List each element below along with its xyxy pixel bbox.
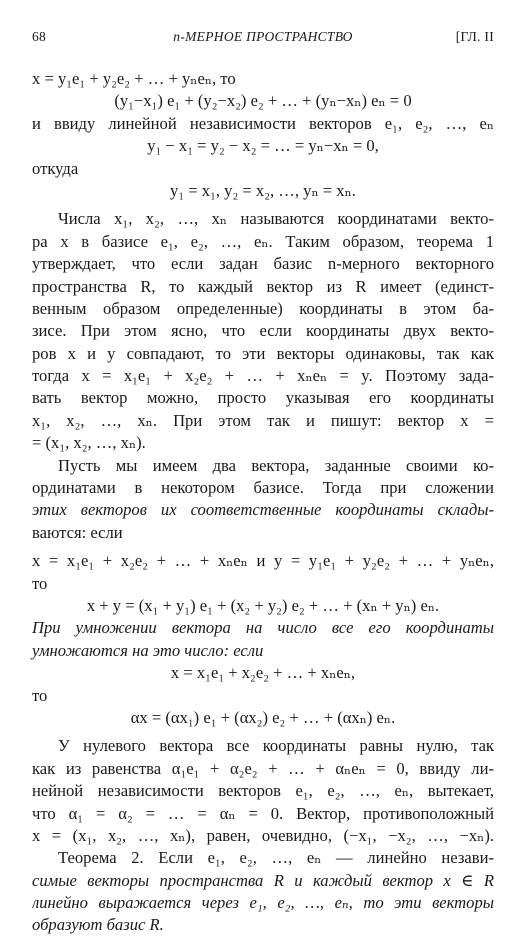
formula-line: αx = (αx₁) e₁ + (αx₂) e₂ + … + (αxₙ) eₙ. xyxy=(130,707,396,727)
paragraph-line: У нулевого вектора все координаты равны нулю, так xyxy=(58,736,494,756)
theorem-line: линейно выражается через e₁, e₂, …, eₙ, то эти векторы xyxy=(32,893,494,913)
theorem-line: Теорема 2. Если e₁, e₂, …, eₙ — линейно незави- xyxy=(58,848,494,868)
formula-line: x = y₁e₁ + y₂e₂ + … + yₙeₙ, то xyxy=(32,69,236,88)
theorem-line: образуют базис R. xyxy=(32,915,164,935)
running-header xyxy=(32,26,494,46)
running-title: n-МЕРНОЕ ПРОСТРАНСТВО xyxy=(173,29,353,44)
paragraph-line: этих векторов их соответственные координаты склады- xyxy=(32,500,494,520)
formula-line: x + y = (x₁ + y₁) e₁ + (x₂ + y₂) e₂ + … + (xₙ + yₙ) eₙ. xyxy=(86,595,440,615)
chapter-label: [ГЛ. II xyxy=(455,29,494,44)
paragraph-line: нейной независимости векторов e₁, e₂, …, eₙ, вытекает, xyxy=(32,781,494,801)
paragraph-line: Пусть мы имеем два вектора, заданные своими ко- xyxy=(58,455,494,475)
theorem-line: симые векторы пространства R и каждый вектор x ∈ R xyxy=(32,870,494,890)
paragraph-line: x = (x₁, x₂, …, xₙ), равен, очевидно, (−x₁, −x₂, …, −xₙ). xyxy=(32,825,494,845)
paragraph-line: зисе. При этом ясно, что если координаты двух векто- xyxy=(32,321,494,341)
paragraph-line: венным образом определенные) координаты в этом ба- xyxy=(32,298,494,318)
paragraph-line: = (x₁, x₂, …, xₙ). xyxy=(32,433,146,453)
text-line: откуда xyxy=(32,158,79,178)
paragraph-line: утверждает, что если задан базис n-мерного векторного xyxy=(32,254,494,274)
paragraph-line: что α₁ = α₂ = … = αₙ = 0. Вектор, противоположный xyxy=(32,803,494,823)
paragraph-line: ваются: если xyxy=(32,522,123,542)
text-line: и ввиду линейной независимости векторов e₁, e₂, …, eₙ xyxy=(32,113,494,133)
text-line: то xyxy=(32,685,48,705)
paragraph-line: x₁, x₂, …, xₙ. При этом так и пишут: вектор x = xyxy=(32,410,494,430)
paragraph-line: ра x в базисе e₁, e₂, …, eₙ. Таким образом, теорема 1 xyxy=(32,231,494,251)
theorem-line: умножаются на это число: если xyxy=(32,640,264,660)
formula-line: y₁ = x₁, y₂ = x₂, …, yₙ = xₙ. xyxy=(170,180,356,200)
formula-line: x = x₁e₁ + x₂e₂ + … + xₙeₙ и y = y₁e₁ + y₂e₂ + … + yₙeₙ, xyxy=(32,551,494,571)
text-line: то xyxy=(32,573,48,593)
formula-line: (y₁−x₁) e₁ + (y₂−x₂) e₂ + … + (yₙ−xₙ) eₙ = 0 xyxy=(114,91,412,111)
formula-line: y₁ − x₁ = y₂ − x₂ = … = yₙ−xₙ = 0, xyxy=(147,136,379,156)
theorem-line: При умножении вектора на число все его координаты xyxy=(32,618,494,638)
paragraph-line: ров x и y совпадают, то эти векторы одинаковы, так как xyxy=(32,343,494,363)
paragraph-line: пространства R, то каждый вектор из R имеет (единст- xyxy=(32,276,494,296)
paragraph-line: Числа x₁, x₂, …, xₙ называются координатами векто- xyxy=(58,209,494,229)
formula-line: x = x₁e₁ + x₂e₂ + … + xₙeₙ, xyxy=(170,663,356,683)
page-body xyxy=(32,68,494,937)
paragraph-line: ординатами в некотором базисе. Тогда при сложении xyxy=(32,478,494,498)
page-number: 68 xyxy=(32,29,47,44)
paragraph-line: тогда x = x₁e₁ + x₂e₂ + … + xₙeₙ = y. Поэтому зада- xyxy=(32,366,494,386)
paragraph-line: как из равенства α₁e₁ + α₂e₂ + … + αₙeₙ = 0, ввиду ли- xyxy=(32,758,494,778)
paragraph-line: вать вектор можно, просто указывая его координаты xyxy=(32,388,494,408)
